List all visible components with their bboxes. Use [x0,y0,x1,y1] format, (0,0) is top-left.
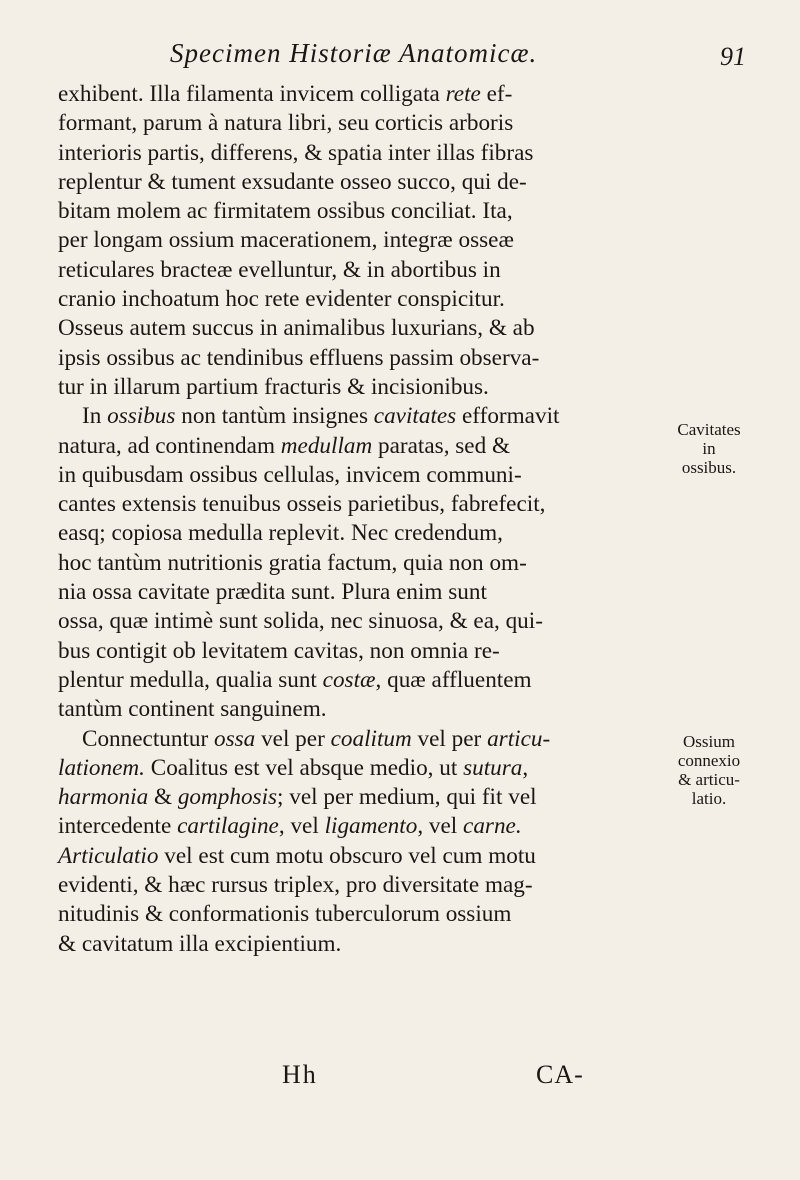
margin-note-cavitates [676,420,742,477]
text-line [58,930,638,959]
text-segment: cranio inchoatum hoc rete evidenter conspicitur. [58,286,505,313]
text-line [58,314,638,343]
text-line [58,432,638,461]
text-segment: easq; copiosa medulla replevit. Nec credendum, [58,520,503,547]
text-segment: Connectuntur [82,725,215,752]
catchword: CA- [536,1060,584,1089]
text-segment: In [82,403,108,430]
text-line [58,519,638,548]
margin-note-ossium-connexio [673,732,745,808]
text-line [58,344,638,373]
text-segment: nitudinis & conformationis tuberculorum ossium [58,901,512,928]
text-segment: paratas, sed & [372,432,511,459]
italic-text: carne. [463,813,522,840]
italic-text: medullam [280,432,373,459]
margin-note-line: Cavitates [677,420,741,439]
text-segment: ipsis ossibus ac tendinibus effluens passim observa- [58,344,540,371]
text-segment: natura, ad continendam [58,432,281,459]
body-text [58,80,638,959]
text-line [58,783,638,812]
italic-text: Articulatio [58,842,159,869]
margin-note-line: in ossibus. [681,439,737,477]
text-line [58,812,638,841]
page-number: 91 [720,42,746,71]
text-segment: cantes extensis tenuibus osseis parietibus, fabrefecit, [58,491,546,518]
text-segment: exhibent. Illa filamenta invicem colligata [58,81,446,107]
text-segment: vel per [411,725,488,752]
text-segment: , quæ affluentem [375,666,532,693]
italic-text: ligamento [324,813,418,840]
text-segment: vel per [255,725,331,752]
text-segment: , vel [278,813,325,840]
text-segment: non tantùm insignes [175,403,374,430]
margin-note-line: connexio [677,751,741,770]
margin-note-line: latio. [691,789,727,808]
text-segment: Coalitus est vel absque medio, ut [144,754,464,781]
italic-text: articu- [487,725,551,752]
italic-text: harmonia [58,784,149,811]
text-line [58,226,638,255]
text-line [58,461,638,490]
text-segment: hoc tantùm nutritionis gratia factum, quia non om- [58,549,527,576]
italic-text: lationem. [58,754,145,781]
text-segment: replentur & tument exsudante osseo succo, qui de- [58,168,527,195]
text-line [58,197,638,226]
text-line [58,900,638,929]
text-segment: , vel [417,813,464,840]
text-line [58,256,638,285]
text-segment: nia ossa cavitate prædita sunt. Plura enim sunt [58,579,487,606]
text-line [58,725,638,754]
italic-text: rete [445,81,481,107]
text-segment: tantùm continent sanguinem. [58,696,327,723]
text-segment: vel est cum motu obscuro vel cum motu [158,842,536,869]
running-header: Specimen Historiæ Anatomicæ. [170,38,538,68]
italic-text: costæ [322,666,376,693]
italic-text: cavitates [373,403,457,430]
text-line [58,402,638,431]
text-segment: ef- [480,81,513,107]
signature-mark: Hh [282,1060,318,1089]
text-segment: intercedente [58,813,178,840]
text-line [58,549,638,578]
text-line [58,168,638,197]
text-segment: interioris partis, differens, & spatia inter illas fibras [58,139,534,166]
italic-text: cartilagine [177,813,279,840]
text-segment: , [522,754,529,781]
text-segment: formant, parum à natura libri, seu corticis arboris [58,110,514,137]
italic-text: ossibus [107,403,176,430]
text-line [58,139,638,168]
text-segment: & cavitatum illa excipientium. [58,930,342,957]
text-line [58,607,638,636]
text-line [58,80,638,109]
text-segment: per longam ossium macerationem, integræ osseæ [58,227,514,254]
italic-text: sutura [463,754,523,781]
margin-note-line: & articu- [678,770,740,789]
italic-text: gomphosis [177,784,278,811]
margin-note-line: Ossium [683,732,735,751]
text-segment: bitam molem ac firmitatem ossibus conciliat. Ita, [58,198,513,225]
text-line [58,871,638,900]
text-segment: ossa, quæ intimè sunt solida, nec sinuosa, & ea, qui- [58,608,543,635]
text-segment: tur in illarum partium fracturis & incisionibus. [58,373,489,400]
text-segment: & [148,784,178,811]
page-footer [0,1060,800,1100]
text-segment: evidenti, & hæc rursus triplex, pro diversitate mag- [58,872,533,899]
text-line [58,695,638,724]
text-segment: efformavit [456,403,560,430]
text-segment: Osseus autem succus in animalibus luxurians, & ab [58,315,535,342]
text-line [58,578,638,607]
text-line [58,754,638,783]
text-line [58,637,638,666]
text-segment: plentur medulla, qualia sunt [58,666,323,693]
text-line [58,490,638,519]
text-segment: bus contigit ob levitatem cavitas, non omnia re- [58,637,500,664]
text-segment: reticulares bracteæ evelluntur, & in abortibus in [58,256,501,283]
text-line [58,109,638,138]
text-line [58,373,638,402]
text-segment: in quibusdam ossibus cellulas, invicem communi- [58,461,522,488]
text-line [58,842,638,871]
text-segment: ; vel per medium, qui fit vel [277,784,537,811]
italic-text: ossa [214,725,256,752]
text-line [58,285,638,314]
italic-text: coalitum [330,725,412,752]
text-line [58,666,638,695]
